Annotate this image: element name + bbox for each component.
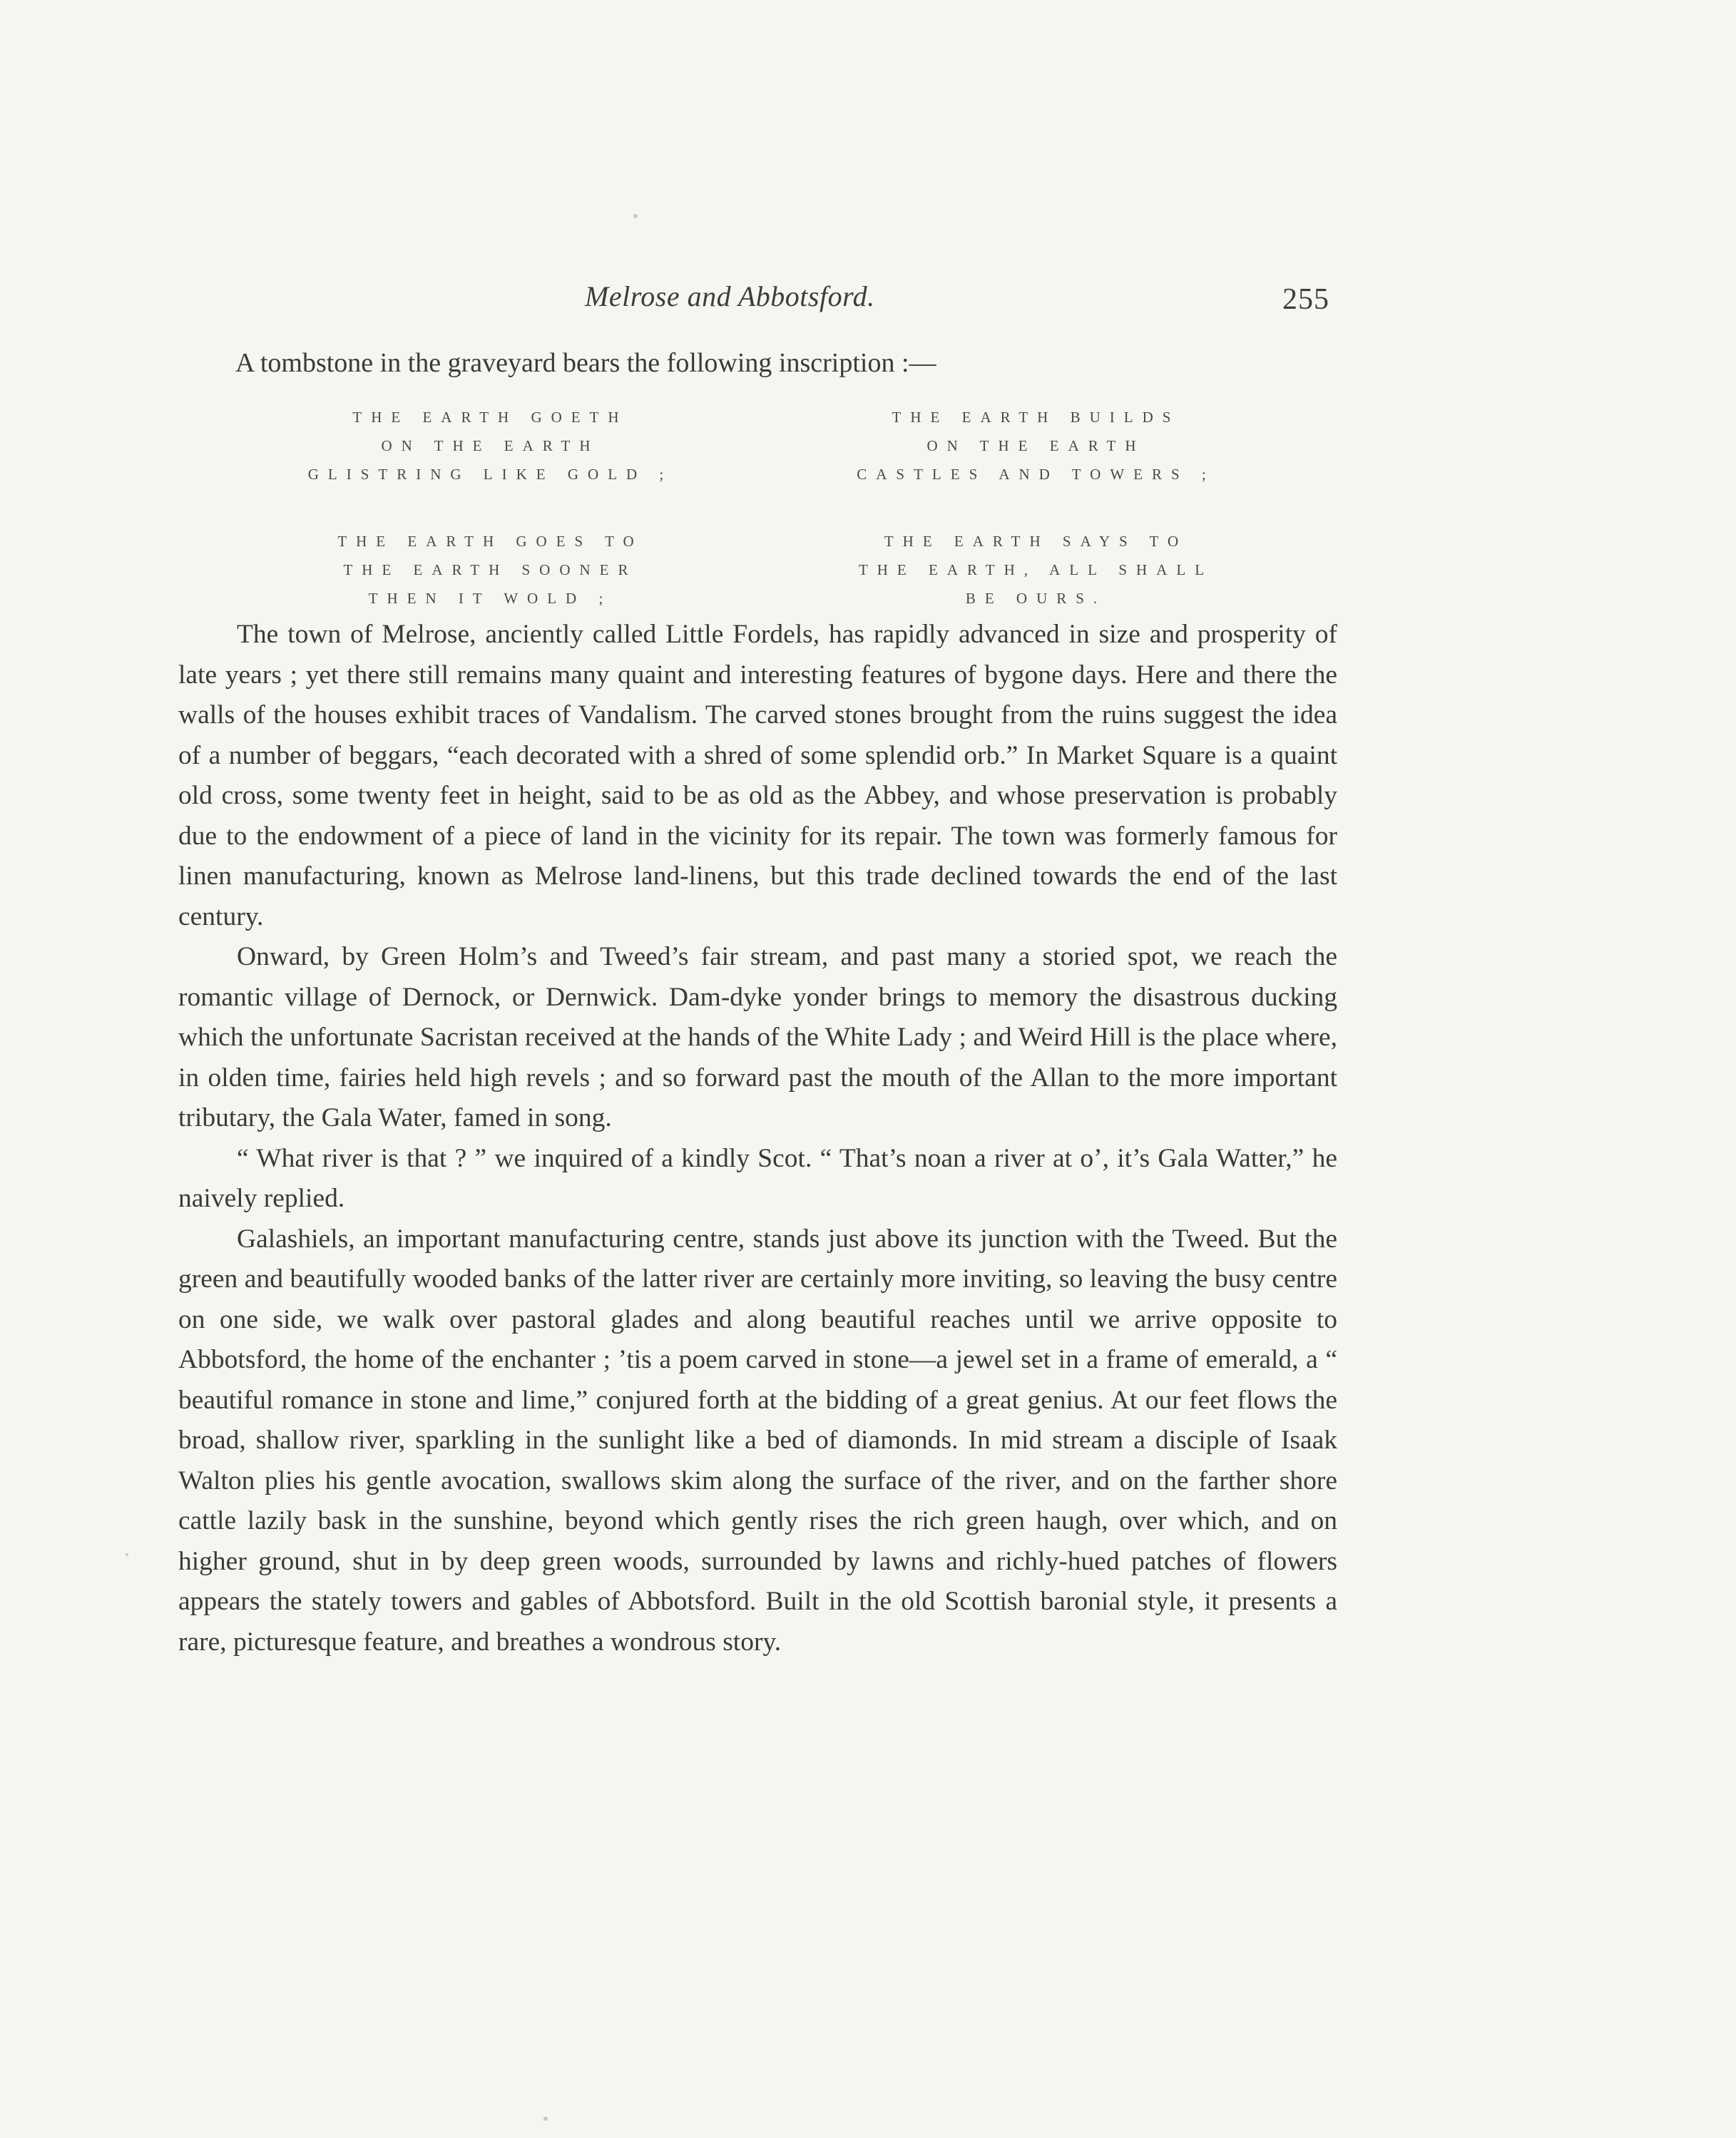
inscription-line: THE EARTH BUILDS — [892, 409, 1180, 426]
inscription-stanza — [802, 527, 1270, 613]
inscription-line: THE EARTH GOETH — [352, 409, 628, 426]
inscription-stanza — [802, 403, 1270, 489]
page-number: 255 — [1282, 283, 1329, 316]
paper-speck — [543, 2117, 548, 2121]
inscription-line: ON THE EARTH — [381, 437, 600, 454]
paragraph: Onward, by Green Holm’s and Tweed’s fair stream, and past many a storied spot, we reach the romantic village of Dernock, or Dernwick. Dam-dyke yonder brings to memory the disastrous ducking which the unfortunate Sacristan received at the hands of the White Lady ; and Weird Hill is the place where, in olden time, fairies held high revels ; and so forward past the mouth of the Allan to the more important tributary, the Gala Water, famed in song. — [178, 942, 1337, 1132]
inscription-stanza — [257, 527, 724, 613]
inscription-line: GLISTRING LIKE GOLD ; — [307, 466, 673, 483]
inscription-stanza — [257, 403, 724, 489]
inscription-line: ON THE EARTH — [926, 437, 1145, 454]
running-title: Melrose and Abbotsford. — [585, 280, 875, 312]
paper-speck — [126, 1553, 128, 1556]
paper-speck — [633, 214, 638, 218]
body-text — [178, 615, 1337, 1662]
paragraph: “ What river is that ? ” we inquired of a kindly Scot. “ That’s noan a river at o’, it’s Gala Watter,” he naively replied. — [178, 1143, 1337, 1213]
inscription-line: THE EARTH SOONER — [343, 561, 638, 578]
inscription-line: CASTLES AND TOWERS ; — [857, 466, 1215, 483]
paragraph: Galashiels, an important manufacturing centre, stands just above its junction with the Tweed. But the green and beautifully wooded banks of the latter river are certainly more inviting, so leaving the busy centre on one side, we walk over pastoral glades and along beautiful reaches until we arrive opposite to Abbotsford, the home of the enchanter ; ’tis a poem carved in stone—a jewel set in a frame of emerald, a “ beautiful romance in stone and lime,” conjured forth at the bidding of a great genius. At our feet flows the broad, shallow river, sparkling in the sunlight like a bed of diamonds. In mid stream a disciple of Isaak Walton plies his gentle avocation, swallows skim along the surface of the river, and on the farther shore cattle lazily bask in the sunshine, beyond which gently rises the rich green haugh, over which, and on higher ground, shut in by deep green woods, surrounded by lawns and richly-hued patches of flowers appears the stately towers and gables of Abbotsford. Built in the old Scottish baronial style, it presents a rare, picturesque feature, and breathes a wondrous story. — [178, 1224, 1337, 1657]
inscription-line: BE OURS. — [965, 590, 1107, 607]
inscription-line: THEN IT WOLD ; — [368, 590, 613, 607]
paragraph: The town of Melrose, anciently called Little Fordels, has rapidly advanced in size and prosperity of late years ; yet there still remains many quaint and interesting features of bygone days. Here and there the walls of the houses exhibit traces of Vandalism. The carved stones brought from the ruins suggest the idea of a number of beggars, “each decorated with a shred of some splendid orb.” In Market Square is a quaint old cross, some twenty feet in height, said to be as old as the Abbey, and whose preservation is probably due to the endowment of a piece of land in the vicinity for its repair. The town was formerly famous for linen manufacturing, known as Melrose land-linens, but this trade declined towards the end of the last century. — [178, 620, 1337, 931]
intro-line: A tombstone in the graveyard bears the following inscription :— — [235, 348, 936, 378]
inscription-line: THE EARTH GOES TO — [337, 533, 643, 550]
tombstone-inscription — [257, 403, 1270, 613]
inscription-line: THE EARTH, ALL SHALL — [858, 561, 1214, 578]
inscription-line: THE EARTH SAYS TO — [884, 533, 1188, 550]
